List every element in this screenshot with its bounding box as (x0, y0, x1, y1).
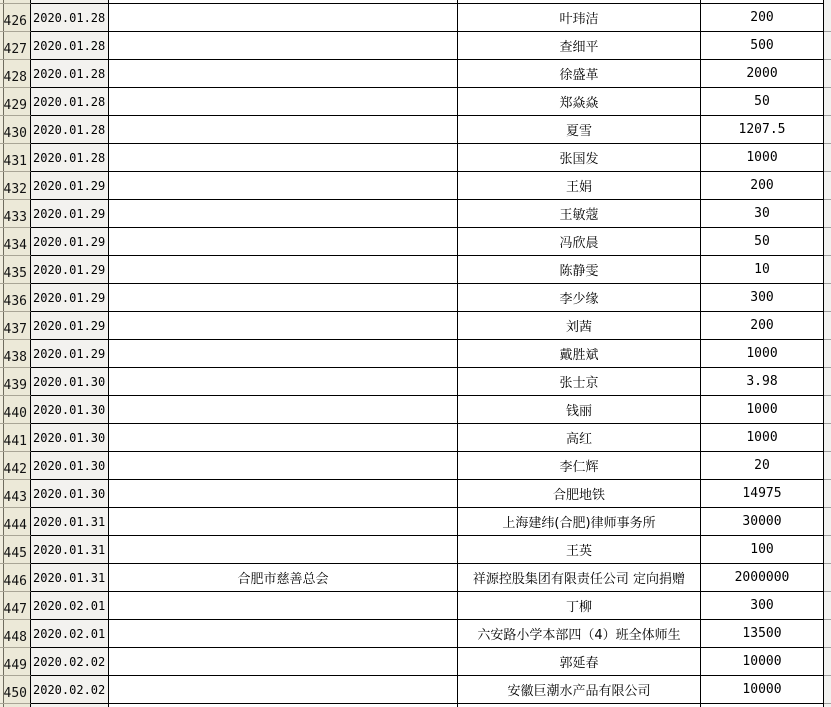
date-cell[interactable]: 2020.01.29 (31, 200, 109, 228)
amount-cell[interactable]: 100 (701, 536, 824, 564)
table-rows (0, 4, 824, 704)
table-row (0, 480, 824, 508)
org-cell[interactable] (109, 340, 458, 368)
donor-name-cell[interactable]: 祥源控股集团有限责任公司 定向捐赠 (458, 564, 701, 592)
amount-cell[interactable]: 1000 (701, 424, 824, 452)
org-cell[interactable] (109, 144, 458, 172)
date-cell[interactable]: 2020.01.29 (31, 284, 109, 312)
row-number-header[interactable]: 440 (0, 396, 31, 424)
date-cell[interactable]: 2020.01.29 (31, 228, 109, 256)
amount-cell[interactable]: 14975 (701, 480, 824, 508)
org-cell[interactable] (109, 508, 458, 536)
donor-name-cell[interactable]: 李少缘 (458, 284, 701, 312)
date-cell[interactable]: 2020.02.01 (31, 620, 109, 648)
date-cell[interactable]: 2020.01.30 (31, 480, 109, 508)
row-number-header[interactable]: 433 (0, 200, 31, 228)
date-cell[interactable]: 2020.01.28 (31, 32, 109, 60)
org-cell[interactable] (109, 396, 458, 424)
org-cell[interactable] (109, 32, 458, 60)
amount-cell[interactable]: 300 (701, 284, 824, 312)
donor-name-cell[interactable]: 徐盛革 (458, 60, 701, 88)
donor-name-cell[interactable]: 上海建纬(合肥)律师事务所 (458, 508, 701, 536)
org-cell[interactable] (109, 620, 458, 648)
row-number-header[interactable]: 447 (0, 592, 31, 620)
table-row (0, 396, 824, 424)
date-cell[interactable]: 2020.02.02 (31, 676, 109, 704)
amount-cell[interactable]: 1207.5 (701, 116, 824, 144)
donor-name-cell[interactable]: 夏雪 (458, 116, 701, 144)
org-cell[interactable] (109, 480, 458, 508)
org-cell[interactable] (109, 452, 458, 480)
amount-cell[interactable]: 1000 (701, 396, 824, 424)
table-row (0, 32, 824, 60)
amount-cell[interactable]: 50 (701, 88, 824, 116)
donor-name-cell[interactable]: 陈静雯 (458, 256, 701, 284)
donor-name-cell[interactable]: 戴胜斌 (458, 340, 701, 368)
row-number-header[interactable]: 441 (0, 424, 31, 452)
table-row (0, 368, 824, 396)
donor-name-cell[interactable]: 叶玮洁 (458, 4, 701, 32)
row-number-header[interactable]: 442 (0, 452, 31, 480)
row-number-header[interactable]: 432 (0, 172, 31, 200)
donor-name-cell[interactable]: 王敏蔻 (458, 200, 701, 228)
donor-name-cell[interactable]: 高红 (458, 424, 701, 452)
donor-name-cell[interactable]: 刘茜 (458, 312, 701, 340)
row-number-header[interactable]: 430 (0, 116, 31, 144)
date-cell[interactable]: 2020.02.01 (31, 592, 109, 620)
date-cell[interactable]: 2020.01.30 (31, 396, 109, 424)
table-row (0, 648, 824, 676)
table-row (0, 228, 824, 256)
org-cell[interactable]: 合肥市慈善总会 (109, 564, 458, 592)
table-row (0, 200, 824, 228)
amount-cell[interactable]: 10 (701, 256, 824, 284)
amount-cell[interactable]: 13500 (701, 620, 824, 648)
amount-cell[interactable]: 10000 (701, 676, 824, 704)
table-row (0, 312, 824, 340)
row-number-header[interactable]: 445 (0, 536, 31, 564)
row-number-header[interactable]: 437 (0, 312, 31, 340)
date-cell[interactable]: 2020.01.30 (31, 368, 109, 396)
date-cell[interactable]: 2020.01.31 (31, 536, 109, 564)
row-number-header[interactable]: 446 (0, 564, 31, 592)
org-cell[interactable] (109, 592, 458, 620)
org-cell[interactable] (109, 368, 458, 396)
table-row (0, 424, 824, 452)
row-number-header[interactable]: 450 (0, 676, 31, 704)
table-row (0, 172, 824, 200)
amount-cell[interactable]: 1000 (701, 144, 824, 172)
donor-name-cell[interactable]: 王英 (458, 536, 701, 564)
date-cell[interactable]: 2020.02.02 (31, 648, 109, 676)
donor-name-cell[interactable]: 王娟 (458, 172, 701, 200)
table-row (0, 340, 824, 368)
row-number-header[interactable]: 431 (0, 144, 31, 172)
donor-name-cell[interactable]: 张国发 (458, 144, 701, 172)
org-cell[interactable] (109, 88, 458, 116)
amount-cell[interactable]: 3.98 (701, 368, 824, 396)
donor-name-cell[interactable]: 丁柳 (458, 592, 701, 620)
date-cell[interactable]: 2020.01.30 (31, 424, 109, 452)
table-row (0, 88, 824, 116)
donor-name-cell[interactable]: 钱丽 (458, 396, 701, 424)
amount-cell[interactable]: 30 (701, 200, 824, 228)
row-number-header[interactable]: 429 (0, 88, 31, 116)
table-row (0, 536, 824, 564)
amount-cell[interactable]: 200 (701, 312, 824, 340)
row-number-header[interactable]: 426 (0, 4, 31, 32)
donor-name-cell[interactable]: 冯欣晨 (458, 228, 701, 256)
donor-name-cell[interactable]: 查细平 (458, 32, 701, 60)
date-cell[interactable]: 2020.01.31 (31, 508, 109, 536)
row-number-header[interactable]: 439 (0, 368, 31, 396)
date-cell[interactable]: 2020.01.28 (31, 88, 109, 116)
table-row (0, 564, 824, 592)
amount-cell[interactable]: 2000000 (701, 564, 824, 592)
amount-cell[interactable]: 1000 (701, 340, 824, 368)
donor-name-cell[interactable]: 合肥地铁 (458, 480, 701, 508)
row-number-header[interactable]: 436 (0, 284, 31, 312)
org-cell[interactable] (109, 676, 458, 704)
org-cell[interactable] (109, 172, 458, 200)
date-cell[interactable]: 2020.01.28 (31, 144, 109, 172)
amount-cell[interactable]: 30000 (701, 508, 824, 536)
amount-cell[interactable]: 500 (701, 32, 824, 60)
donor-name-cell[interactable]: 李仁辉 (458, 452, 701, 480)
org-cell[interactable] (109, 312, 458, 340)
donor-name-cell[interactable]: 安徽巨潮水产品有限公司 (458, 676, 701, 704)
row-number-header[interactable]: 434 (0, 228, 31, 256)
date-cell[interactable]: 2020.01.28 (31, 60, 109, 88)
org-cell[interactable] (109, 648, 458, 676)
amount-cell[interactable]: 200 (701, 4, 824, 32)
amount-cell[interactable]: 200 (701, 172, 824, 200)
amount-cell[interactable]: 10000 (701, 648, 824, 676)
donor-name-cell[interactable]: 郭延春 (458, 648, 701, 676)
row-number-header[interactable]: 448 (0, 620, 31, 648)
amount-cell[interactable]: 50 (701, 228, 824, 256)
date-cell[interactable]: 2020.01.29 (31, 172, 109, 200)
date-cell[interactable]: 2020.01.28 (31, 116, 109, 144)
table-row (0, 676, 824, 704)
date-cell[interactable]: 2020.01.30 (31, 452, 109, 480)
table-row (0, 116, 824, 144)
table-row (0, 592, 824, 620)
amount-cell[interactable]: 20 (701, 452, 824, 480)
table-row (0, 452, 824, 480)
date-cell[interactable]: 2020.01.31 (31, 564, 109, 592)
row-number-header[interactable]: 438 (0, 340, 31, 368)
amount-cell[interactable]: 2000 (701, 60, 824, 88)
org-cell[interactable] (109, 200, 458, 228)
table-row (0, 256, 824, 284)
date-cell[interactable]: 2020.01.28 (31, 4, 109, 32)
table-row (0, 508, 824, 536)
donor-name-cell[interactable]: 郑焱焱 (458, 88, 701, 116)
table-row (0, 4, 824, 32)
org-cell[interactable] (109, 424, 458, 452)
amount-cell[interactable]: 300 (701, 592, 824, 620)
date-cell[interactable]: 2020.01.29 (31, 340, 109, 368)
org-cell[interactable] (109, 116, 458, 144)
row-number-header[interactable]: 428 (0, 60, 31, 88)
right-gridline-strip (824, 0, 831, 707)
table-row (0, 144, 824, 172)
donor-name-cell[interactable]: 六安路小学本部四（4）班全体师生 (458, 620, 701, 648)
org-cell[interactable] (109, 228, 458, 256)
row-number-header[interactable]: 427 (0, 32, 31, 60)
table-row (0, 284, 824, 312)
row-number-header[interactable]: 435 (0, 256, 31, 284)
org-cell[interactable] (109, 536, 458, 564)
donor-name-cell[interactable]: 张士京 (458, 368, 701, 396)
row-number-header[interactable]: 443 (0, 480, 31, 508)
row-number-header[interactable]: 444 (0, 508, 31, 536)
date-cell[interactable]: 2020.01.29 (31, 256, 109, 284)
date-cell[interactable]: 2020.01.29 (31, 312, 109, 340)
org-cell[interactable] (109, 284, 458, 312)
org-cell[interactable] (109, 60, 458, 88)
org-cell[interactable] (109, 4, 458, 32)
table-row (0, 60, 824, 88)
row-number-header[interactable]: 449 (0, 648, 31, 676)
org-cell[interactable] (109, 256, 458, 284)
table-row (0, 620, 824, 648)
